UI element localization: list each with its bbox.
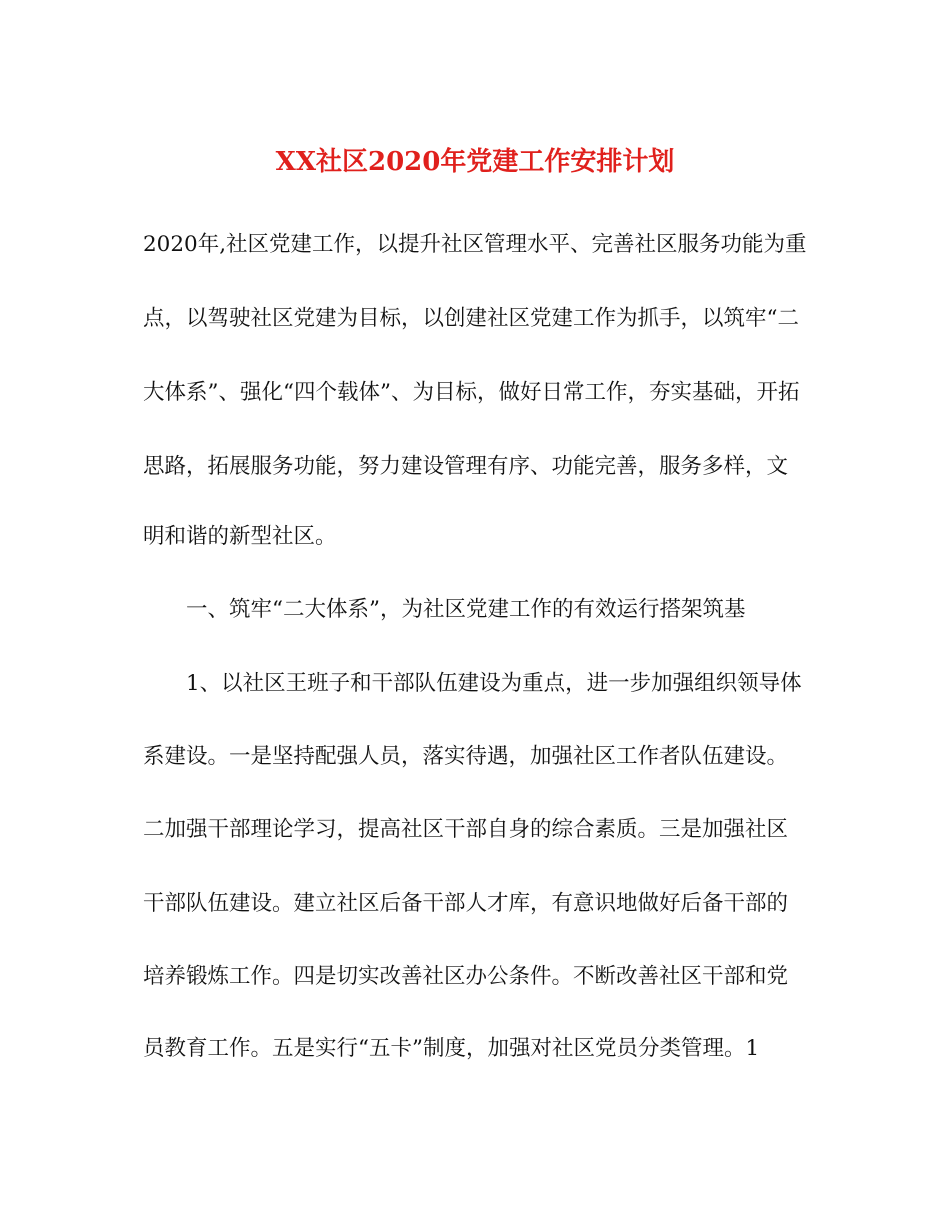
paragraph-line: 培养锻炼工作。四是切实改善社区办公条件。不断改善社区干部和党 [143, 964, 789, 989]
paragraph-line: 干部队伍建设。建立社区后备干部人才库，有意识地做好后备干部的 [143, 891, 789, 916]
paragraph-line: 2020年,社区党建工作，以提升社区管理水平、完善社区服务功能为重 [143, 232, 807, 257]
paragraph-line: 思路，拓展服务功能，努力建设管理有序、功能完善，服务多样，文 [143, 454, 789, 479]
paragraph-line: 员教育工作。五是实行“五卡”制度，加强对社区党员分类管理。1 [143, 1036, 760, 1061]
paragraph-line: 点，以驾驶社区党建为目标，以创建社区党建工作为抓手，以筑牢“二 [143, 306, 799, 331]
document-title: XX社区2020年党建工作安排计划 [275, 147, 675, 177]
paragraph-line: 明和谐的新型社区。 [143, 524, 337, 549]
section-heading: 一、筑牢“二大体系”，为社区党建工作的有效运行搭架筑基 [186, 597, 746, 622]
paragraph-line: 1、以社区王班子和干部队伍建设为重点，进一步加强组织领导体 [186, 671, 802, 696]
paragraph-line: 系建设。一是坚持配强人员，落实待遇，加强社区工作者队伍建设。 [143, 744, 789, 769]
paragraph-line: 二加强干部理论学习，提高社区干部自身的综合素质。三是加强社区 [143, 817, 789, 842]
paragraph-line: 大体系”、强化“四个载体”、为目标，做好日常工作，夯实基础，开拓 [143, 380, 800, 405]
